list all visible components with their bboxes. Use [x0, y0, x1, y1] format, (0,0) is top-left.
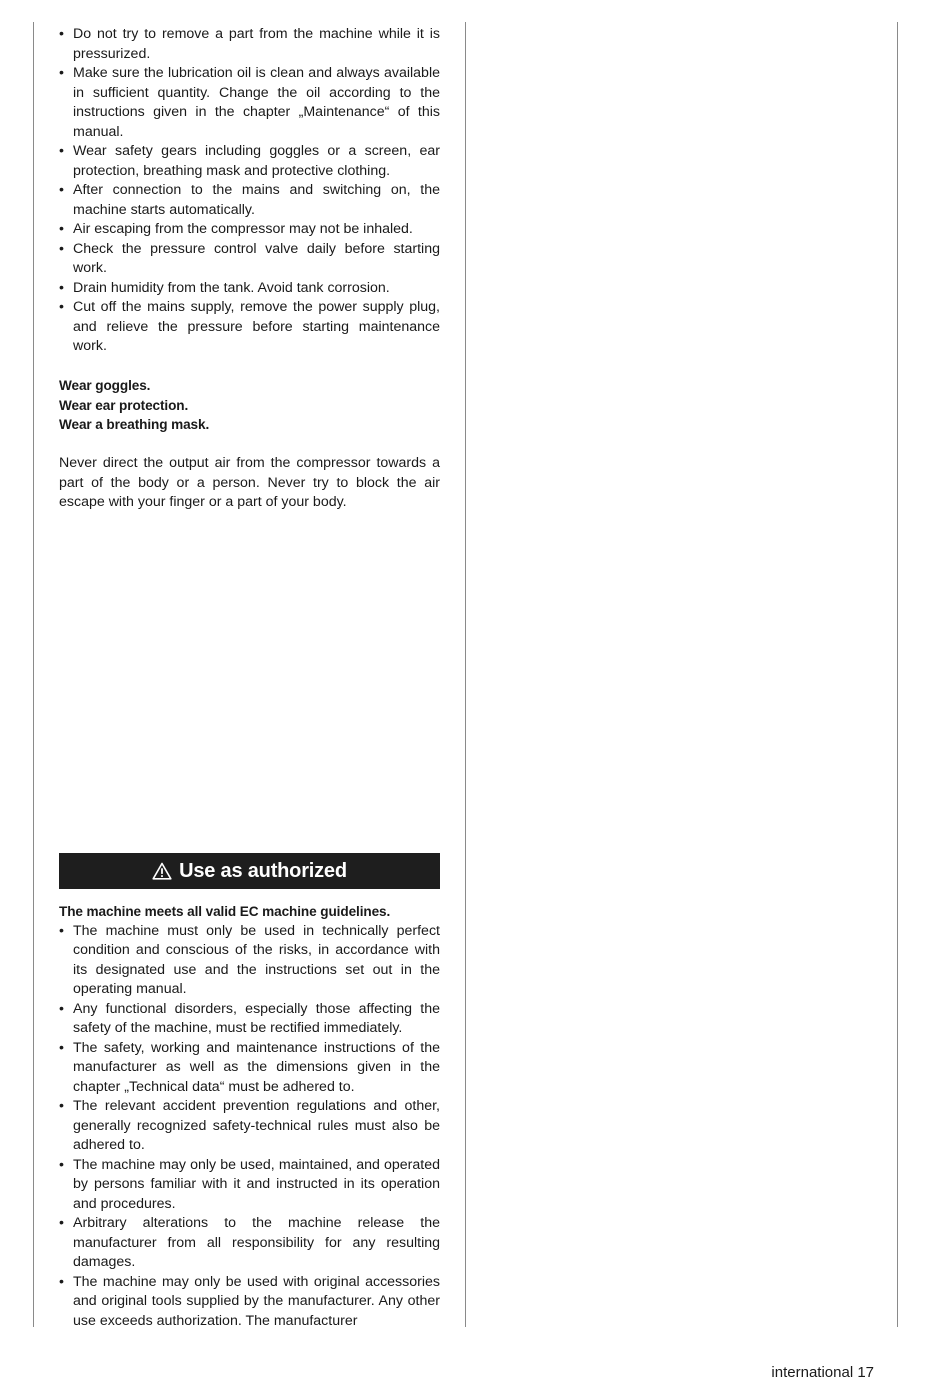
- list-item: • Do not try to remove a part from the machine while it is pressurized.: [59, 25, 440, 64]
- warning-triangle-icon: [152, 862, 172, 880]
- safety-bullet-list: [59, 25, 440, 357]
- air-direction-paragraph: Never direct the output air from the compressor towards a part of the body or a person. Never try to block the air escape with your finger or a part of your body.: [59, 455, 440, 510]
- warning-breathing-mask: Wear a breathing mask.: [59, 417, 210, 432]
- warning-goggles: Wear goggles.: [59, 378, 151, 393]
- authorized-use-section: [59, 902, 440, 1331]
- list-item: • The machine may only be used, maintained, and operated by persons familiar with it and instructed in its operation and procedures.: [59, 1156, 440, 1215]
- list-item: • The safety, working and maintenance instructions of the manufacturer as well as the dimensions given in the chapter „Technical data“ must be adhered to.: [59, 1039, 440, 1098]
- section-heading-title: Use as authorized: [179, 859, 347, 882]
- list-item: • Make sure the lubrication oil is clean and always available in sufficient quantity. Change the oil according to the instructions given in the chapter „Maintenance“ of this manual.: [59, 64, 440, 142]
- list-item: • Arbitrary alterations to the machine release the manufacturer from all responsibility for any resulting damages.: [59, 1214, 440, 1273]
- safety-instructions-section: [59, 25, 440, 513]
- right-margin-rule: [897, 22, 898, 1327]
- list-item: • Drain humidity from the tank. Avoid tank corrosion.: [59, 279, 440, 299]
- list-item: • The machine must only be used in technically perfect condition and conscious of the risks, in accordance with its designated use and the instructions set out in the operating manual.: [59, 922, 440, 1000]
- list-item: • Wear safety gears including goggles or a screen, ear protection, breathing mask and protective clothing.: [59, 142, 440, 181]
- section-heading-banner: [59, 853, 440, 889]
- list-item: • Air escaping from the compressor may not be inhaled.: [59, 220, 440, 240]
- page-number: international 17: [771, 1364, 874, 1381]
- left-margin-rule: [33, 22, 34, 1327]
- column-divider-rule: [465, 22, 466, 1327]
- authorized-bullet-list: [59, 922, 440, 1332]
- list-item: • After connection to the mains and switching on, the machine starts automatically.: [59, 181, 440, 220]
- ec-guidelines-intro: The machine meets all valid EC machine guidelines.: [59, 904, 391, 919]
- warning-ear-protection: Wear ear protection.: [59, 397, 189, 413]
- list-item: • Check the pressure control valve daily before starting work.: [59, 240, 440, 279]
- list-item: • Any functional disorders, especially those affecting the safety of the machine, must be rectified immediately.: [59, 1000, 440, 1039]
- list-item: • The relevant accident prevention regulations and other, generally recognized safety-technical rules must also be adhered to.: [59, 1097, 440, 1156]
- list-item: • The machine may only be used with original accessories and original tools supplied by the manufacturer. Any other use exceeds authorization. The manufacturer: [59, 1273, 440, 1332]
- list-item: • Cut off the mains supply, remove the power supply plug, and relieve the pressure before starting maintenance work.: [59, 298, 440, 357]
